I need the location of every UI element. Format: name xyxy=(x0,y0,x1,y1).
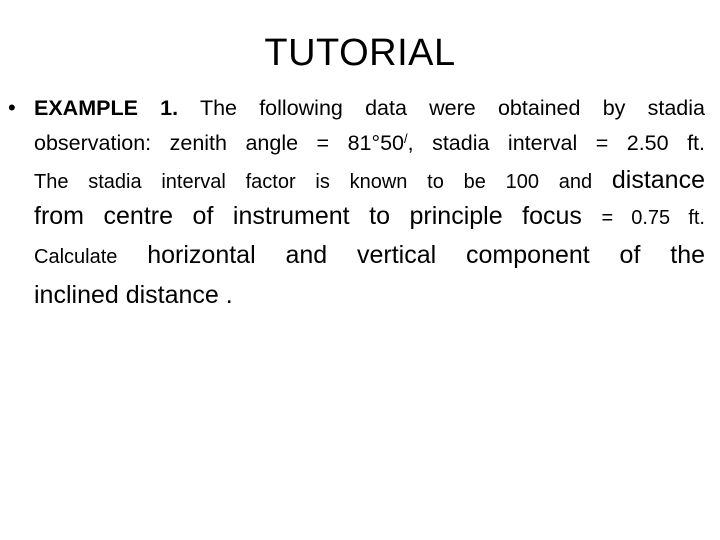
paragraph-text-3a: The stadia interval factor is known to be 100 and xyxy=(34,171,593,193)
paragraph-line-6: inclined distance . xyxy=(34,281,233,309)
minute-mark: / xyxy=(404,130,408,146)
paragraph-text-4b: = 0.75 ft. xyxy=(601,207,705,229)
paragraph-text-2b: , stadia interval = 2.50 ft. xyxy=(407,131,705,155)
paragraph-text-3b: distance xyxy=(611,166,705,194)
paragraph-line-1 xyxy=(34,94,705,122)
paragraph-line-2 xyxy=(34,129,705,157)
paragraph-line-3 xyxy=(34,164,705,198)
example-label: EXAMPLE 1. xyxy=(34,96,179,120)
paragraph-line-5 xyxy=(34,238,705,274)
paragraph-text-2a: observation: zenith angle = 81°50 xyxy=(34,131,405,155)
paragraph-text-4a: from centre of instrument to principle focus xyxy=(34,202,582,230)
bullet-icon: • xyxy=(8,95,16,120)
slide-title: TUTORIAL xyxy=(264,32,456,74)
paragraph-text-1: The following data were obtained by stadia xyxy=(199,96,705,120)
paragraph-line-4 xyxy=(34,199,705,235)
paragraph-text-5b: horizontal and vertical component of the xyxy=(147,241,705,269)
paragraph-text-5a: Calculate xyxy=(34,246,118,268)
